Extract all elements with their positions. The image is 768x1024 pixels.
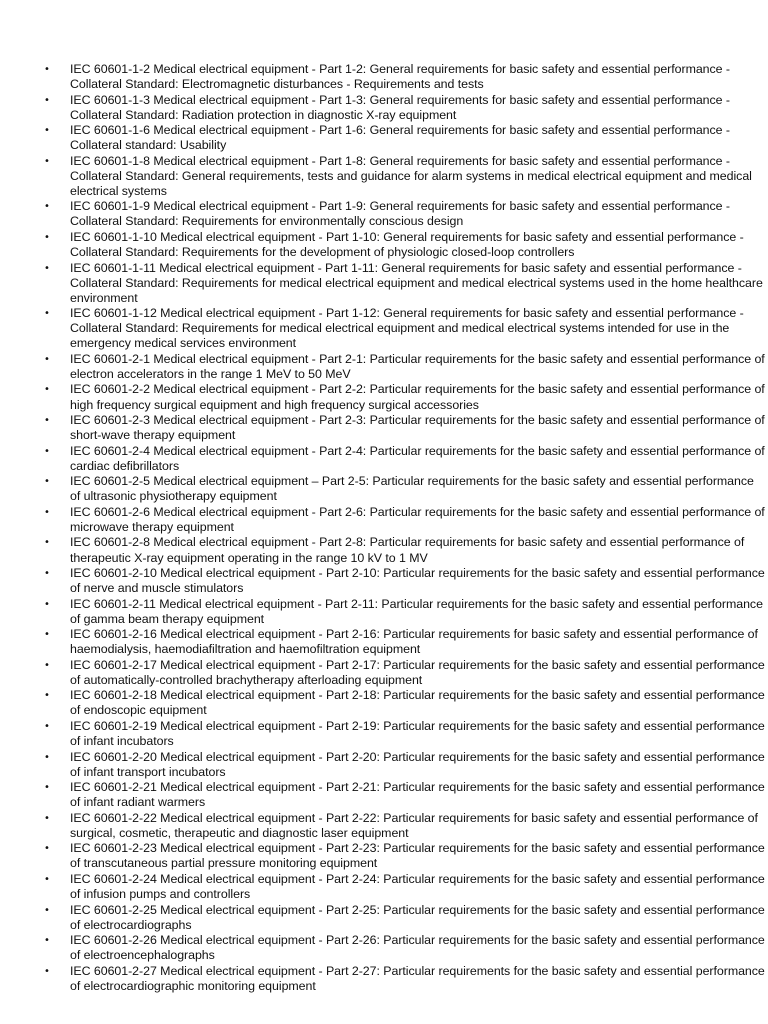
standard-list-item	[0, 413, 768, 443]
bullet-icon: •	[44, 873, 50, 885]
standard-text: IEC 60601-1-8 Medical electrical equipment - Part 1-8: General requirements for basic safety and essential performance - Collateral Standard: General requirements, tests and guidance for alarm systems in medical electrical equipment and medical electrical systems	[70, 153, 752, 198]
bullet-icon: •	[44, 415, 50, 427]
standard-text: IEC 60601-1-3 Medical electrical equipment - Part 1-3: General requirements for basic safety and essential performance - Collateral Standard: Radiation protection in diagnostic X-ray equipment	[70, 92, 730, 122]
standard-list-item	[0, 505, 768, 535]
standard-text: IEC 60601-1-11 Medical electrical equipment - Part 1-11: General requirements for basic safety and essential performance - Collateral Standard: Requirements for medical electrical equipment and medical electrical systems used in the home healthcare environment	[70, 260, 763, 305]
bullet-icon: •	[44, 721, 50, 733]
standard-list-item	[0, 719, 768, 749]
standard-text: IEC 60601-2-20 Medical electrical equipment - Part 2-20: Particular requirements for the basic safety and essential performance of infant transport incubators	[70, 749, 765, 779]
standard-text: IEC 60601-1-9 Medical electrical equipment - Part 1-9: General requirements for basic safety and essential performance - Collateral Standard: Requirements for environmentally conscious design	[70, 199, 730, 229]
bullet-icon: •	[44, 659, 50, 671]
standard-list-item	[0, 780, 768, 810]
standard-list-item	[0, 933, 768, 963]
standard-list-item	[0, 903, 768, 933]
bullet-icon: •	[44, 262, 50, 274]
bullet-icon: •	[44, 506, 50, 518]
standard-list-item	[0, 352, 768, 382]
standard-list-item	[0, 658, 768, 688]
standard-text: IEC 60601-2-25 Medical electrical equipment - Part 2-25: Particular requirements for the basic safety and essential performance of electrocardiographs	[70, 902, 765, 932]
bullet-icon: •	[44, 904, 50, 916]
bullet-icon: •	[44, 445, 50, 457]
standard-text: IEC 60601-2-24 Medical electrical equipment - Part 2-24: Particular requirements for the basic safety and essential performance of infusion pumps and controllers	[70, 871, 765, 902]
bullet-icon: •	[44, 94, 50, 106]
standard-list-item	[0, 154, 768, 199]
standard-list-item	[0, 566, 768, 596]
standard-text: IEC 60601-1-12 Medical electrical equipment - Part 1-12: General requirements for basic safety and essential performance - Collateral Standard: Requirements for medical electrical equipment and medical electrical systems intended for use in the emergency medical services environment	[70, 306, 744, 351]
standard-text: IEC 60601-2-5 Medical electrical equipment – Part 2-5: Particular requirements for the basic safety and essential performance of ultrasonic physiotherapy equipment	[70, 474, 754, 504]
standard-list-item	[0, 597, 768, 627]
standard-list-item	[0, 872, 768, 902]
standards-list	[0, 62, 768, 994]
standard-text: IEC 60601-2-10 Medical electrical equipment - Part 2-10: Particular requirements for the basic safety and essential performance of nerve and muscle stimulators	[70, 566, 765, 596]
bullet-icon: •	[44, 384, 50, 396]
standard-list-item	[0, 230, 768, 260]
standard-list-item	[0, 811, 768, 841]
bullet-icon: •	[44, 782, 50, 794]
bullet-icon: •	[44, 935, 50, 947]
bullet-icon: •	[44, 201, 50, 213]
standard-text: IEC 60601-1-10 Medical electrical equipment - Part 1-10: General requirements for basic safety and essential performance - Collateral Standard: Requirements for the development of physiologic closed-loop controllers	[70, 230, 744, 260]
standard-text: IEC 60601-2-19 Medical electrical equipment - Part 2-19: Particular requirements for the basic safety and essential performance of infant incubators	[70, 719, 765, 749]
standard-list-item	[0, 444, 768, 474]
standard-text: IEC 60601-2-1 Medical electrical equipment - Part 2-1: Particular requirements for the basic safety and essential performance of electron accelerators in the range 1 MeV to 50 MeV	[70, 351, 765, 381]
standard-list-item	[0, 535, 768, 565]
standard-list-item	[0, 750, 768, 780]
standard-text: IEC 60601-2-23 Medical electrical equipment - Part 2-23: Particular requirements for the basic safety and essential performance of transcutaneous partial pressure monitoring equipment	[70, 841, 765, 871]
standard-list-item	[0, 62, 768, 92]
bullet-icon: •	[44, 690, 50, 702]
standard-text: IEC 60601-2-17 Medical electrical equipment - Part 2-17: Particular requirements for the basic safety and essential performance of automatically-controlled brachytherapy afterloading equipment	[70, 657, 765, 687]
standard-list-item	[0, 123, 768, 153]
standard-text: IEC 60601-2-18 Medical electrical equipment - Part 2-18: Particular requirements for the basic safety and essential performance of endoscopic equipment	[70, 688, 765, 718]
standard-text: IEC 60601-2-11 Medical electrical equipment - Part 2-11: Particular requirements for the basic safety and essential performance of gamma beam therapy equipment	[70, 596, 763, 626]
standard-text: IEC 60601-2-2 Medical electrical equipment - Part 2-2: Particular requirements for the basic safety and essential performance of high frequency surgical equipment and high frequency surgical accessories	[70, 382, 765, 412]
standard-list-item	[0, 306, 768, 351]
bullet-icon: •	[44, 125, 50, 137]
standard-text: IEC 60601-2-22 Medical electrical equipment - Part 2-22: Particular requirements for basic safety and essential performance of surgical, cosmetic, therapeutic and diagnostic laser equipment	[70, 810, 758, 840]
bullet-icon: •	[44, 568, 50, 580]
standard-text: IEC 60601-2-21 Medical electrical equipment - Part 2-21: Particular requirements for the basic safety and essential performance of infant radiant warmers	[70, 780, 765, 810]
standard-list-item	[0, 199, 768, 229]
bullet-icon: •	[44, 751, 50, 763]
standard-text: IEC 60601-2-27 Medical electrical equipment - Part 2-27: Particular requirements for the basic safety and essential performance of electrocardiographic monitoring equipment	[70, 963, 765, 993]
standard-list-item	[0, 382, 768, 412]
bullet-icon: •	[44, 843, 50, 855]
bullet-icon: •	[44, 537, 50, 549]
standard-text: IEC 60601-1-2 Medical electrical equipment - Part 1-2: General requirements for basic safety and essential performance - Collateral Standard: Electromagnetic disturbances - Requirements and tests	[70, 62, 730, 92]
standard-text: IEC 60601-2-3 Medical electrical equipment - Part 2-3: Particular requirements for the basic safety and essential performance of short-wave therapy equipment	[70, 413, 765, 443]
standard-list-item	[0, 93, 768, 123]
bullet-icon: •	[44, 965, 50, 977]
bullet-icon: •	[44, 476, 50, 488]
standard-text: IEC 60601-1-6 Medical electrical equipment - Part 1-6: General requirements for basic safety and essential performance - Collateral standard: Usability	[70, 123, 730, 153]
standard-list-item	[0, 474, 768, 504]
standard-text: IEC 60601-2-4 Medical electrical equipment - Part 2-4: Particular requirements for the basic safety and essential performance of cardiac defibrillators	[70, 443, 765, 473]
bullet-icon: •	[44, 812, 50, 824]
standard-text: IEC 60601-2-6 Medical electrical equipment - Part 2-6: Particular requirements for the basic safety and essential performance of microwave therapy equipment	[70, 504, 765, 534]
standard-list-item	[0, 627, 768, 657]
bullet-icon: •	[44, 64, 50, 75]
standard-text: IEC 60601-2-26 Medical electrical equipment - Part 2-26: Particular requirements for the basic safety and essential performance of electroencephalographs	[70, 933, 765, 963]
bullet-icon: •	[44, 308, 50, 320]
standard-list-item	[0, 261, 768, 306]
bullet-icon: •	[44, 598, 50, 610]
bullet-icon: •	[44, 353, 50, 365]
standard-text: IEC 60601-2-16 Medical electrical equipment - Part 2-16: Particular requirements for basic safety and essential performance of haemodialysis, haemodiafiltration and haemofiltration equipment	[70, 627, 758, 657]
standard-list-item	[0, 841, 768, 871]
standard-text: IEC 60601-2-8 Medical electrical equipment - Part 2-8: Particular requirements for basic safety and essential performance of therapeutic X-ray equipment operating in the range 10 kV to 1 MV	[70, 535, 745, 565]
bullet-icon: •	[44, 232, 50, 244]
standard-list-item	[0, 688, 768, 718]
bullet-icon: •	[44, 155, 50, 167]
bullet-icon: •	[44, 629, 50, 641]
standard-list-item	[0, 964, 768, 994]
